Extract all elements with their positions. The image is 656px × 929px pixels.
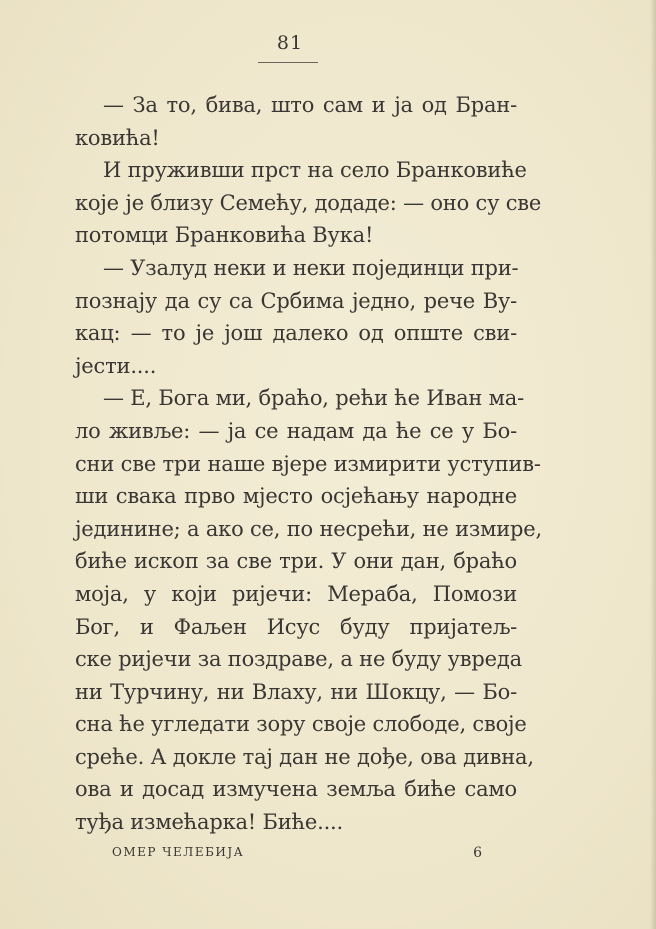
text-line: ло живље: — ја се надам да ће се у Бо- (75, 418, 517, 443)
text-line: ова и досад измучена земља биће само (75, 777, 517, 802)
text-line: сни све три наше вјере измирити уступив- (75, 451, 541, 476)
text-line: туђа измећарка! Биће.... (75, 810, 344, 835)
text-line: јести.... (75, 353, 157, 378)
text-line: ске ријечи за поздраве, а не буду увреда (75, 647, 522, 672)
signature-number: 6 (473, 845, 482, 861)
text-line: кац: — то је још далеко од опште сви- (75, 321, 517, 346)
page-number: 81 (276, 32, 304, 54)
text-line: ни Турчину, ни Влаху, ни Шокцу, — Бо- (75, 679, 517, 704)
body-text (75, 89, 543, 839)
text-line: — Узалуд неки и неки појединци при- (103, 255, 519, 280)
text-line: јединине; а ако се, по несрећи, не измире, (75, 516, 543, 541)
text-line: познају да су са Србима једно, рече Ву- (75, 288, 517, 313)
text-line: — За то, бива, што сам и ја од Бран- (103, 93, 517, 117)
signature-title: ОМЕР ЧЕЛЕБИЈА (112, 845, 245, 859)
page-footer (112, 845, 482, 861)
text-line: — Е, Бога ми, браћо, рећи ће Иван ма- (103, 386, 525, 411)
text-line: Бог, и Фаљен Исус буду пријатељ- (75, 614, 517, 639)
text-line: моја, у који ријечи: Мераба, Помози (75, 581, 517, 606)
text-line: среће. А докле тај дан не дође, ова дивна, (75, 744, 534, 769)
scan-edge (650, 0, 656, 929)
text-line: које је близу Семећу, додаде: — оно су све (75, 190, 542, 215)
text-line: ши свака прво мјесто осјећању народне (75, 484, 517, 509)
text-line: ковића! (75, 125, 160, 150)
header-rule (258, 62, 318, 63)
text-line: потомци Бранковића Вука! (75, 223, 374, 248)
text-line: сна ће угледати зору своје слободе, своје (75, 712, 527, 737)
text-line: И пруживши прст на село Бранковиће (103, 158, 527, 183)
text-line: биће ископ за све три. У они дан, браћо (75, 549, 517, 574)
